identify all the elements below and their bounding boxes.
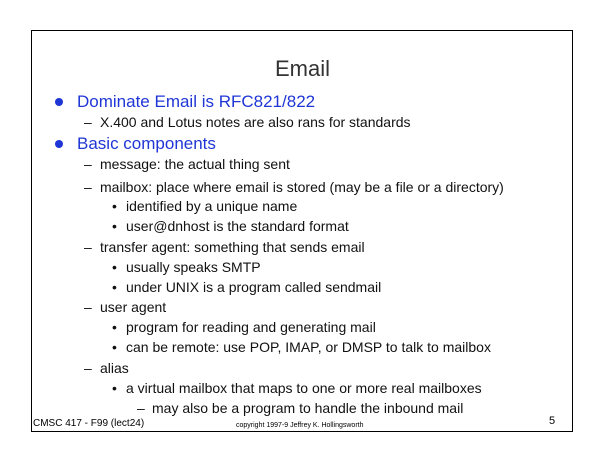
- dot-marker: •: [112, 218, 117, 234]
- dash-marker: –: [84, 299, 92, 315]
- dot-marker: •: [112, 319, 117, 335]
- sub-sub-item-remote: can be remote: use POP, IMAP, or DMSP to talk to mailbox: [126, 339, 491, 355]
- sub-sub-sub-item-inbound-mail: may also be a program to handle the inbound mail: [152, 400, 464, 416]
- footer-copyright: copyright 1997-9 Jeffrey K. Hollingsworth: [236, 422, 364, 429]
- bullet-dot: [55, 98, 63, 106]
- dot-marker: •: [112, 380, 117, 396]
- sub-item-user-agent: user agent: [100, 299, 167, 315]
- dot-marker: •: [112, 198, 117, 214]
- dash-marker: –: [84, 360, 92, 376]
- sub-sub-item-sendmail: under UNIX is a program called sendmail: [126, 279, 382, 295]
- sub-item-message: message: the actual thing sent: [100, 156, 290, 172]
- sub-sub-item-standard-format: user@dnhost is the standard format: [126, 218, 349, 234]
- sub-sub-item-reading-mail: program for reading and generating mail: [126, 319, 376, 335]
- footer-course: CMSC 417 - F99 (lect24): [33, 418, 145, 429]
- dash-marker: –: [84, 179, 92, 195]
- bullet-basic-components: Basic components: [77, 134, 216, 153]
- dot-marker: •: [112, 339, 117, 355]
- dash-marker: –: [84, 156, 92, 172]
- sub-item-mailbox: mailbox: place where email is stored (may be a file or a directory): [100, 179, 504, 195]
- bullet-dominate-email: Dominate Email is RFC821/822: [77, 92, 316, 111]
- footer-page-number: 5: [549, 415, 556, 427]
- sub-sub-item-smtp: usually speaks SMTP: [126, 259, 261, 275]
- dot-marker: •: [112, 259, 117, 275]
- sub-item-transfer-agent: transfer agent: something that sends email: [100, 239, 365, 255]
- dash-marker: –: [84, 114, 92, 130]
- dot-marker: •: [112, 279, 117, 295]
- bullet-dot: [55, 140, 63, 148]
- slide-title: Email: [274, 56, 330, 81]
- sub-item-alias: alias: [100, 360, 129, 376]
- dash-marker: –: [84, 239, 92, 255]
- sub-item-x400: X.400 and Lotus notes are also rans for standards: [100, 114, 411, 130]
- sub-sub-item-virtual-mailbox: a virtual mailbox that maps to one or more real mailboxes: [126, 380, 482, 396]
- sub-sub-item-unique-name: identified by a unique name: [126, 198, 298, 214]
- dash-marker: –: [137, 400, 145, 416]
